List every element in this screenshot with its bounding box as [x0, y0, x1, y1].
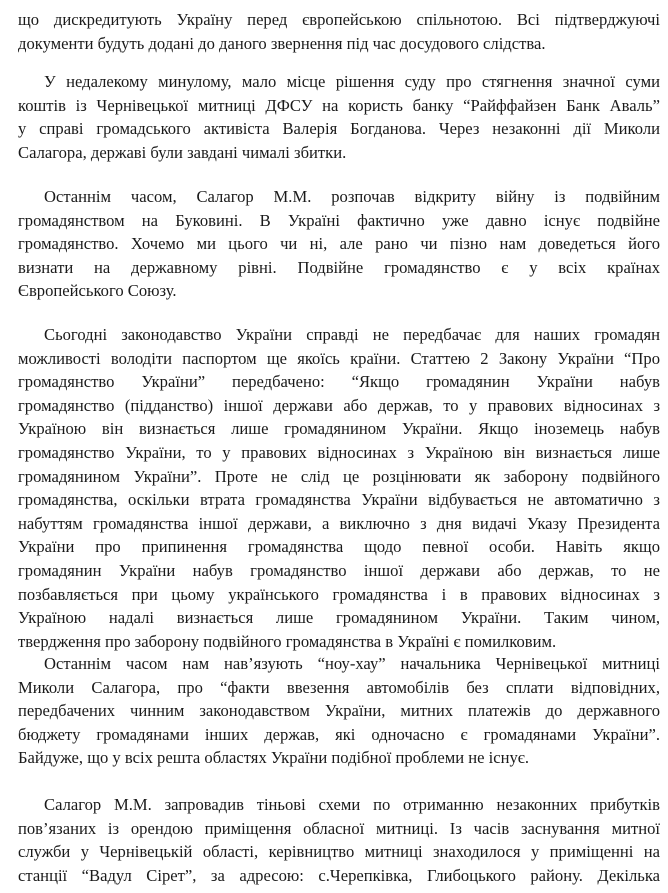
text-line: громадянством на Буковині. В Україні фактично уже давно існує подвійне [18, 210, 660, 230]
text-line: позбавляється при цьому українського громадянства і в правових відносинах з [18, 584, 660, 604]
text-line: пов’язаних із орендою приміщення обласної митниці. Із часів заснування митної [18, 818, 660, 838]
text-line: коштів із Чернівецької митниці ДФСУ на користь банку “Райффайзен Банк Аваль” [18, 95, 660, 115]
text-line: У недалекому минулому, мало місце рішення суду про стягнення значної суми [44, 72, 660, 91]
paragraph-dual-citizenship-war [18, 185, 660, 303]
text-line: бюджету громадянами інших держав, які одночасно є громадянами України”. [18, 724, 660, 744]
text-line: Україною надалі визнається лише громадянином України. Таким чином, [18, 608, 660, 628]
text-line: громадянином України”. Проте не слід це розцінювати як заборону подвійного [18, 466, 660, 486]
text-line: Байдуже, що у всіх решта областях України подібної проблеми не існує. [18, 748, 530, 768]
text-line: Останнім часом нам нав’язують “ноу-хау” начальника Чернівецької митниці [44, 654, 660, 673]
paragraph-legislation [18, 323, 660, 653]
text-line: Європейського Союзу. [18, 281, 177, 301]
text-line: Останнім часом, Салагор М.М. розпочав відкриту війну із подвійним [44, 187, 660, 206]
text-line: у справі громадського активіста Валерія Богданова. Через незаконні дії Миколи [18, 119, 660, 139]
paragraph-know-how [18, 652, 660, 770]
text-line: можливості володіти паспортом ще якоїсь країни. Статтею 2 Закону України “Про [18, 348, 660, 368]
paragraph-discrediting [18, 8, 660, 55]
text-line: громадянство України, то у правових відносинах з Україною він визнається лише [18, 442, 660, 462]
text-line: громадянства, оскільки втрата громадянства України відбувається не автоматично з [18, 490, 660, 510]
text-line: документи будуть додані до даного звернення під час досудового слідства. [18, 33, 546, 53]
text-line: Сьогодні законодавство України справді не передбачає для наших громадян [44, 325, 660, 344]
text-line: Салагора, державі були завдані чималі збитки. [18, 142, 347, 162]
text-line: України про припинення громадянства щодо певної особи. Навіть якщо [18, 537, 660, 557]
text-line: громадянство України” передбачено: “Якщо громадянин України набув [18, 372, 660, 392]
text-line: визнати на державному рівні. Подвійне громадянство є у всіх країнах [18, 257, 660, 277]
text-line: Миколи Салагора, про “факти ввезення автомобілів без сплати відповідних, [18, 677, 660, 697]
text-line: Україною він визнається лише громадянином України. Якщо іноземець набув [18, 419, 660, 439]
text-line: громадянин України набув громадянство іншої держави або держав, то не [18, 560, 660, 580]
text-line: твердження про заборону подвійного громадянства в Україні є помилковим. [18, 631, 557, 651]
text-line: передбачених чинним законодавством України, митних платежів до державного [18, 701, 660, 721]
text-line: служби у Чернівецькій області, керівництво митниці знаходилося у приміщенні на [18, 842, 660, 862]
text-line: що дискредитують Україну перед європейською спільнотою. Всі підтверджуючі [18, 10, 660, 29]
text-line: набуттям громадянства іншої держави, а виключно з дня видачі Указу Президента [18, 513, 660, 533]
paragraph-court-decision [18, 70, 660, 164]
text-line: станції “Вадул Сірет”, за адресою: с.Черепківка, Глибоцького району. Декілька [18, 865, 660, 885]
text-line: Салагор М.М. запровадив тіньові схеми по отриманню незаконних прибутків [44, 795, 660, 814]
paragraph-shadow-schemes [18, 793, 660, 887]
text-line: громадянство. Хочемо ми цього чи ні, але рано чи пізно нам доведеться його [18, 234, 660, 254]
text-line: громадянство (підданство) іншої держави або держав, то у правових відносинах з [18, 395, 660, 415]
